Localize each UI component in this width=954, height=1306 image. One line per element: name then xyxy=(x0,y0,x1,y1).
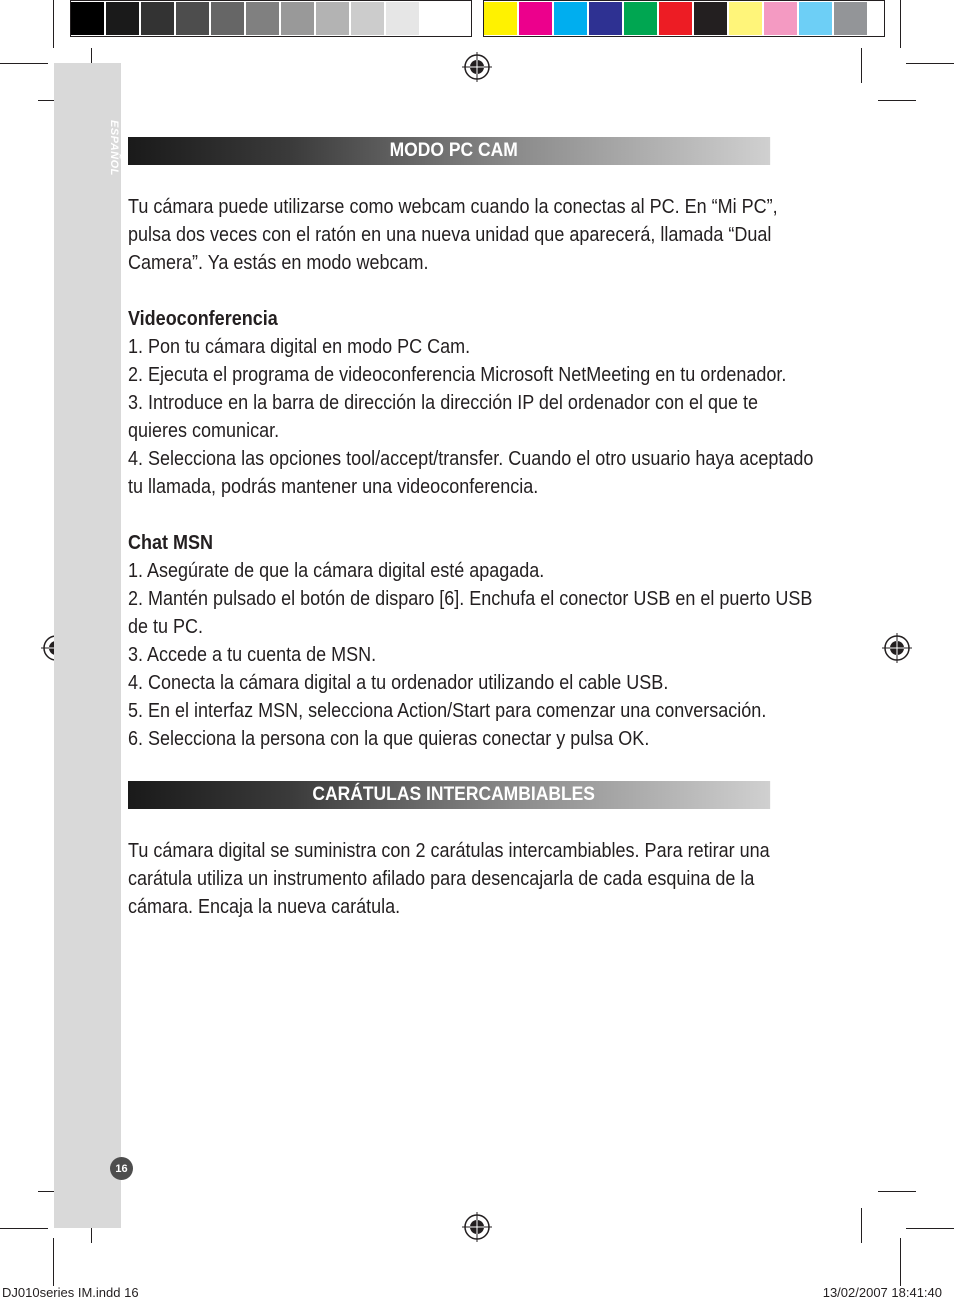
footer-timestamp: 13/02/2007 18:41:40 xyxy=(822,1285,942,1300)
registration-mark-icon xyxy=(882,633,912,663)
section-title: MODO PC CAM xyxy=(389,140,518,161)
crop-mark xyxy=(53,1238,54,1286)
list-item: 4. Selecciona las opciones tool/accept/transfer. Cuando el otro usuario haya aceptado tu llamada, podrás mantener una videoconferencia. xyxy=(128,448,814,498)
faceplates-text: Tu cámara digital se suministra con 2 carátulas intercambiables. Para retirar una carátula utiliza un instrumento afilado para desencajarla de cada esquina de la cámara. Encaja la nueva carátula. xyxy=(128,840,770,918)
color-swatch xyxy=(834,2,867,35)
gray-swatch xyxy=(316,2,349,35)
color-swatch xyxy=(659,2,692,35)
section-title: CARÁTULAS INTERCAMBIABLES xyxy=(312,784,595,805)
crop-mark xyxy=(878,1191,916,1192)
crop-mark xyxy=(900,0,901,48)
gray-swatch xyxy=(386,2,419,35)
gray-scale-bar xyxy=(71,2,454,35)
list-item: 2. Ejecuta el programa de videoconferencia Microsoft NetMeeting en tu ordenador. xyxy=(128,364,787,386)
gray-swatch xyxy=(421,2,454,35)
language-label: ESPAÑOL xyxy=(108,120,120,176)
list-item: 2. Mantén pulsado el botón de disparo [6]. Enchufa el conector USB en el puerto USB de tu PC. xyxy=(128,588,813,638)
section-header-pc-cam xyxy=(128,137,770,165)
registration-mark-icon xyxy=(462,1212,492,1242)
crop-mark xyxy=(878,100,916,101)
crop-mark xyxy=(0,1228,48,1229)
color-swatch xyxy=(589,2,622,35)
color-calibration-bar xyxy=(484,2,867,35)
registration-mark-icon xyxy=(462,52,492,82)
gray-swatch xyxy=(246,2,279,35)
list-item: 5. En el interfaz MSN, selecciona Action/Start para comenzar una conversación. xyxy=(128,700,767,722)
crop-mark xyxy=(906,63,954,64)
list-item: 3. Introduce en la barra de dirección la dirección IP del ordenador con el que te quieres comunicar. xyxy=(128,392,759,442)
list-item: 1. Asegúrate de que la cámara digital esté apagada. xyxy=(128,560,545,582)
gray-swatch xyxy=(106,2,139,35)
crop-mark xyxy=(53,0,54,48)
list-item: 3. Accede a tu cuenta de MSN. xyxy=(128,644,377,666)
videoconference-block xyxy=(128,305,819,501)
page-number-badge: 16 xyxy=(110,1157,133,1180)
crop-mark xyxy=(906,1228,954,1229)
list-item: 6. Selecciona la persona con la que quieras conectar y pulsa OK. xyxy=(128,728,650,750)
color-swatch xyxy=(484,2,517,35)
list-item: 1. Pon tu cámara digital en modo PC Cam. xyxy=(128,336,471,358)
gray-swatch xyxy=(211,2,244,35)
intro-text: Tu cámara puede utilizarse como webcam cuando la conectas al PC. En “Mi PC”, pulsa dos veces con el ratón en una nueva unidad que aparecerá, llamada “Dual Camera”. Ya estás en modo webcam. xyxy=(128,196,778,274)
color-swatch xyxy=(799,2,832,35)
page-sidebar xyxy=(54,63,121,1228)
section-header-faceplates xyxy=(128,781,770,809)
crop-mark xyxy=(900,1238,901,1286)
videoconference-heading: Videoconferencia xyxy=(128,308,278,330)
color-swatch xyxy=(764,2,797,35)
color-swatch xyxy=(554,2,587,35)
gray-swatch xyxy=(71,2,104,35)
color-swatch xyxy=(729,2,762,35)
color-swatch xyxy=(519,2,552,35)
gray-swatch xyxy=(176,2,209,35)
gray-swatch xyxy=(141,2,174,35)
intro-paragraph xyxy=(128,193,819,277)
color-swatch xyxy=(624,2,657,35)
crop-mark xyxy=(861,48,862,83)
msn-chat-block xyxy=(128,529,819,753)
crop-mark xyxy=(0,63,48,64)
gray-swatch xyxy=(281,2,314,35)
msn-heading: Chat MSN xyxy=(128,532,214,554)
list-item: 4. Conecta la cámara digital a tu ordenador utilizando el cable USB. xyxy=(128,672,669,694)
color-swatch xyxy=(694,2,727,35)
crop-mark xyxy=(861,1208,862,1243)
faceplates-paragraph xyxy=(128,837,819,921)
footer-file-name: DJ010series IM.indd 16 xyxy=(2,1285,139,1300)
gray-swatch xyxy=(351,2,384,35)
